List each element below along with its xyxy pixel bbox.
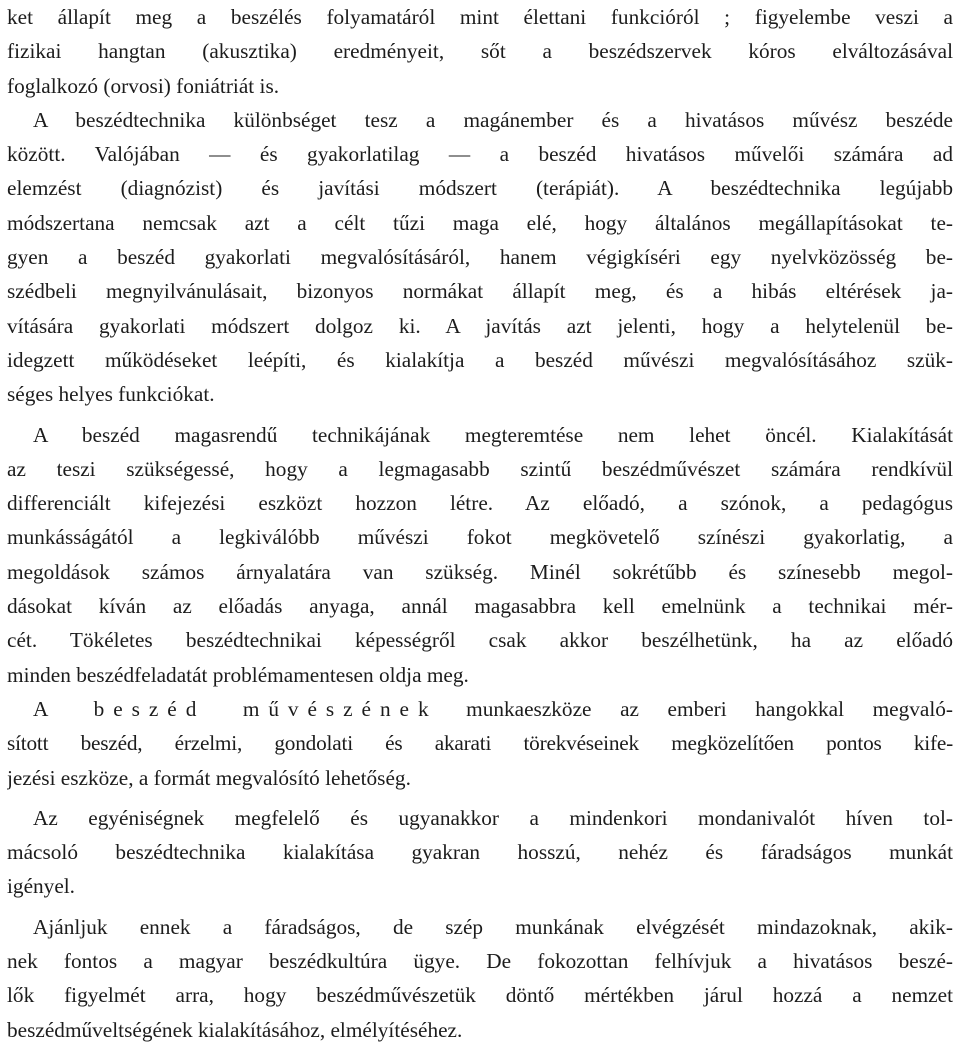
text-line: sított beszéd, érzelmi, gondolati és akarati törekvéseinek megközelítően pontos kife- (7, 731, 953, 756)
text-line (7, 692, 953, 726)
paragraph (7, 103, 953, 412)
paragraph (7, 801, 953, 904)
text-line: nek fontos a magyar beszédkultúra ügye. De fokozottan felhívjuk a hivatásos beszé- (7, 949, 953, 974)
text-line: megoldások számos árnyalatára van szükség. Minél sokrétűbb és színesebb megol- (7, 559, 953, 584)
text-line: szédbeli megnyilvánulásait, bizonyos normákat állapít meg, és a hibás eltérések ja- (7, 279, 953, 304)
document-page (7, 0, 953, 1047)
text-line: gyen a beszéd gyakorlati megvalósításáról, hanem végigkíséri egy nyelvközösség be- (7, 245, 953, 270)
text-line: ket állapít meg a beszélés folyamatáról mint élettani funkcióról ; figyelembe veszi a (7, 5, 953, 29)
text-line: lők figyelmét arra, hogy beszédművészetük döntő mértékben járul hozzá a nemzet (7, 983, 953, 1008)
text-line: séges helyes funkciókat. (7, 382, 215, 407)
text-line: munkásságától a legkiválóbb művészi fokot megkövetelő színészi gyakorlatig, a (7, 525, 953, 550)
paragraph (7, 692, 953, 795)
text-line: minden beszédfeladatát problémamentesen oldja meg. (7, 662, 469, 687)
text-line: differenciált kifejezési eszközt hozzon létre. Az előadó, a szónok, a pedagógus (7, 491, 953, 516)
paragraph (7, 910, 953, 1047)
text-line: az teszi szükségessé, hogy a legmagasabb szintű beszédművészet számára rendkívül (7, 456, 953, 481)
text-line: foglalkozó (orvosi) foniátriát is. (7, 73, 280, 98)
text-line: módszertana nemcsak azt a célt tűzi maga elé, hogy általános megállapításokat te- (7, 210, 953, 235)
spaced-emphasis: A beszéd művészének (33, 696, 438, 721)
text-line: dásokat kíván az előadás anyaga, annál magasabbra kell emelnünk a technikai mér- (7, 594, 953, 619)
text-line: cét. Tökéletes beszédtechnikai képességről csak akkor beszélhetünk, ha az előadó (7, 628, 953, 653)
text-line: beszédműveltségének kialakításához, elmélyítéséhez. (7, 1017, 463, 1042)
text-line: között. Valójában — és gyakorlatilag — a beszéd hivatásos művelői számára ad (7, 142, 953, 167)
text-line: Az egyéniségnek megfelelő és ugyanakkor a mindenkori mondanivalót híven tol- (33, 805, 953, 830)
text-line: mácsoló beszédtechnika kialakítása gyakran hosszú, nehéz és fáradságos munkát (7, 840, 953, 865)
text-line: elemzést (diagnózist) és javítási módszert (terápiát). A beszédtechnika legújabb (7, 176, 953, 201)
text-line: A beszéd magasrendű technikájának megteremtése nem lehet öncél. Kialakítását (33, 422, 953, 447)
text-line: fizikai hangtan (akusztika) eredményeit, sőt a beszédszervek kóros elváltozásával (7, 39, 953, 64)
text-line: vítására gyakorlati módszert dolgoz ki. A javítás azt jelenti, hogy a helytelenül be- (7, 313, 953, 338)
text-line: A beszédtechnika különbséget tesz a magánember és a hivatásos művész beszéde (33, 107, 953, 132)
text-line: Ajánljuk ennek a fáradságos, de szép munkának elvégzését mindazoknak, akik- (33, 914, 953, 939)
paragraph (7, 418, 953, 692)
text-run: munkaeszköze az emberi hangokkal megvaló- (437, 696, 953, 721)
text-line: igényel. (7, 874, 76, 899)
paragraph (7, 0, 953, 103)
text-line: idegzett működéseket leépíti, és kialakítja a beszéd művészi megvalósításához szük- (7, 347, 953, 372)
text-line: jezési eszköze, a formát megvalósító lehetőség. (7, 765, 411, 790)
